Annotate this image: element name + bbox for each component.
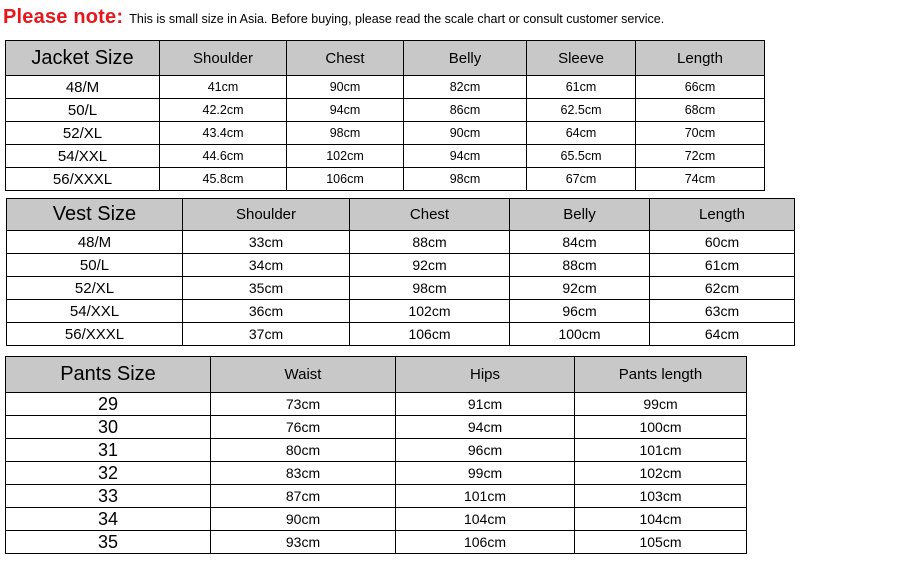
measurement-cell: 98cm [287, 122, 404, 145]
pants-header-row [6, 357, 747, 393]
measurement-cell: 90cm [211, 508, 396, 531]
measurement-cell: 41cm [160, 76, 287, 99]
pants-size-table [5, 356, 747, 554]
size-label-cell: 48/M [7, 231, 183, 254]
table-row [7, 231, 795, 254]
measurement-cell: 104cm [575, 508, 747, 531]
measurement-cell: 102cm [350, 300, 510, 323]
size-label-cell: 33 [6, 485, 211, 508]
table-row [6, 485, 747, 508]
measurement-cell: 36cm [183, 300, 350, 323]
measurement-cell: 73cm [211, 393, 396, 416]
measurement-cell: 42.2cm [160, 99, 287, 122]
size-label-cell: 54/XXL [6, 145, 160, 168]
measurement-cell: 94cm [396, 416, 575, 439]
measurement-cell: 92cm [510, 277, 650, 300]
table-row [6, 393, 747, 416]
measurement-cell: 103cm [575, 485, 747, 508]
size-label-cell: 32 [6, 462, 211, 485]
size-label-cell: 54/XXL [7, 300, 183, 323]
size-label-cell: 29 [6, 393, 211, 416]
measurement-cell: 96cm [396, 439, 575, 462]
measurement-cell: 94cm [287, 99, 404, 122]
pants-column-header: Pants Size [6, 357, 211, 393]
measurement-cell: 74cm [636, 168, 765, 191]
size-label-cell: 56/XXXL [6, 168, 160, 191]
jacket-column-header: Belly [404, 41, 527, 76]
size-label-cell: 31 [6, 439, 211, 462]
measurement-cell: 60cm [650, 231, 795, 254]
measurement-cell: 45.8cm [160, 168, 287, 191]
size-label-cell: 56/XXXL [7, 323, 183, 346]
jacket-column-header: Sleeve [527, 41, 636, 76]
table-row [6, 462, 747, 485]
measurement-cell: 100cm [510, 323, 650, 346]
pants-column-header: Hips [396, 357, 575, 393]
measurement-cell: 86cm [404, 99, 527, 122]
measurement-cell: 65.5cm [527, 145, 636, 168]
measurement-cell: 83cm [211, 462, 396, 485]
size-label-cell: 52/XL [7, 277, 183, 300]
notice-text: This is small size in Asia. Before buying, please read the scale chart or consult customer service. [129, 12, 665, 26]
measurement-cell: 67cm [527, 168, 636, 191]
measurement-cell: 92cm [350, 254, 510, 277]
vest-column-header: Chest [350, 199, 510, 231]
measurement-cell: 68cm [636, 99, 765, 122]
measurement-cell: 106cm [287, 168, 404, 191]
table-row [6, 416, 747, 439]
measurement-cell: 94cm [404, 145, 527, 168]
table-row [7, 277, 795, 300]
measurement-cell: 90cm [404, 122, 527, 145]
size-notice [3, 6, 664, 29]
pants-column-header: Waist [211, 357, 396, 393]
measurement-cell: 33cm [183, 231, 350, 254]
size-label-cell: 50/L [6, 99, 160, 122]
measurement-cell: 99cm [575, 393, 747, 416]
measurement-cell: 106cm [350, 323, 510, 346]
vest-column-header: Length [650, 199, 795, 231]
jacket-column-header: Shoulder [160, 41, 287, 76]
measurement-cell: 101cm [575, 439, 747, 462]
measurement-cell: 61cm [527, 76, 636, 99]
measurement-cell: 37cm [183, 323, 350, 346]
measurement-cell: 87cm [211, 485, 396, 508]
measurement-cell: 64cm [650, 323, 795, 346]
jacket-size-table [5, 40, 765, 191]
table-row [7, 323, 795, 346]
notice-heading: Please note: [3, 6, 124, 28]
pants-column-header: Pants length [575, 357, 747, 393]
measurement-cell: 76cm [211, 416, 396, 439]
measurement-cell: 61cm [650, 254, 795, 277]
measurement-cell: 64cm [527, 122, 636, 145]
measurement-cell: 104cm [396, 508, 575, 531]
size-label-cell: 52/XL [6, 122, 160, 145]
size-label-cell: 34 [6, 508, 211, 531]
measurement-cell: 62.5cm [527, 99, 636, 122]
measurement-cell: 106cm [396, 531, 575, 554]
table-row [6, 439, 747, 462]
measurement-cell: 43.4cm [160, 122, 287, 145]
measurement-cell: 62cm [650, 277, 795, 300]
measurement-cell: 84cm [510, 231, 650, 254]
measurement-cell: 98cm [350, 277, 510, 300]
vest-column-header: Shoulder [183, 199, 350, 231]
vest-size-table [6, 198, 795, 346]
measurement-cell: 72cm [636, 145, 765, 168]
measurement-cell: 93cm [211, 531, 396, 554]
jacket-header-row [6, 41, 765, 76]
measurement-cell: 102cm [575, 462, 747, 485]
jacket-column-header: Length [636, 41, 765, 76]
table-row [6, 99, 765, 122]
measurement-cell: 99cm [396, 462, 575, 485]
measurement-cell: 70cm [636, 122, 765, 145]
measurement-cell: 35cm [183, 277, 350, 300]
measurement-cell: 88cm [510, 254, 650, 277]
table-row [7, 254, 795, 277]
measurement-cell: 90cm [287, 76, 404, 99]
table-row [7, 300, 795, 323]
size-label-cell: 50/L [7, 254, 183, 277]
table-row [6, 122, 765, 145]
vest-header-row [7, 199, 795, 231]
table-row [6, 168, 765, 191]
measurement-cell: 100cm [575, 416, 747, 439]
measurement-cell: 102cm [287, 145, 404, 168]
measurement-cell: 88cm [350, 231, 510, 254]
table-row [6, 508, 747, 531]
table-row [6, 145, 765, 168]
measurement-cell: 82cm [404, 76, 527, 99]
measurement-cell: 80cm [211, 439, 396, 462]
measurement-cell: 91cm [396, 393, 575, 416]
size-label-cell: 48/M [6, 76, 160, 99]
jacket-column-header: Chest [287, 41, 404, 76]
table-row [6, 76, 765, 99]
measurement-cell: 101cm [396, 485, 575, 508]
size-label-cell: 35 [6, 531, 211, 554]
measurement-cell: 98cm [404, 168, 527, 191]
measurement-cell: 34cm [183, 254, 350, 277]
measurement-cell: 63cm [650, 300, 795, 323]
measurement-cell: 105cm [575, 531, 747, 554]
jacket-column-header: Jacket Size [6, 41, 160, 76]
vest-column-header: Vest Size [7, 199, 183, 231]
table-row [6, 531, 747, 554]
vest-column-header: Belly [510, 199, 650, 231]
measurement-cell: 96cm [510, 300, 650, 323]
measurement-cell: 44.6cm [160, 145, 287, 168]
measurement-cell: 66cm [636, 76, 765, 99]
size-label-cell: 30 [6, 416, 211, 439]
